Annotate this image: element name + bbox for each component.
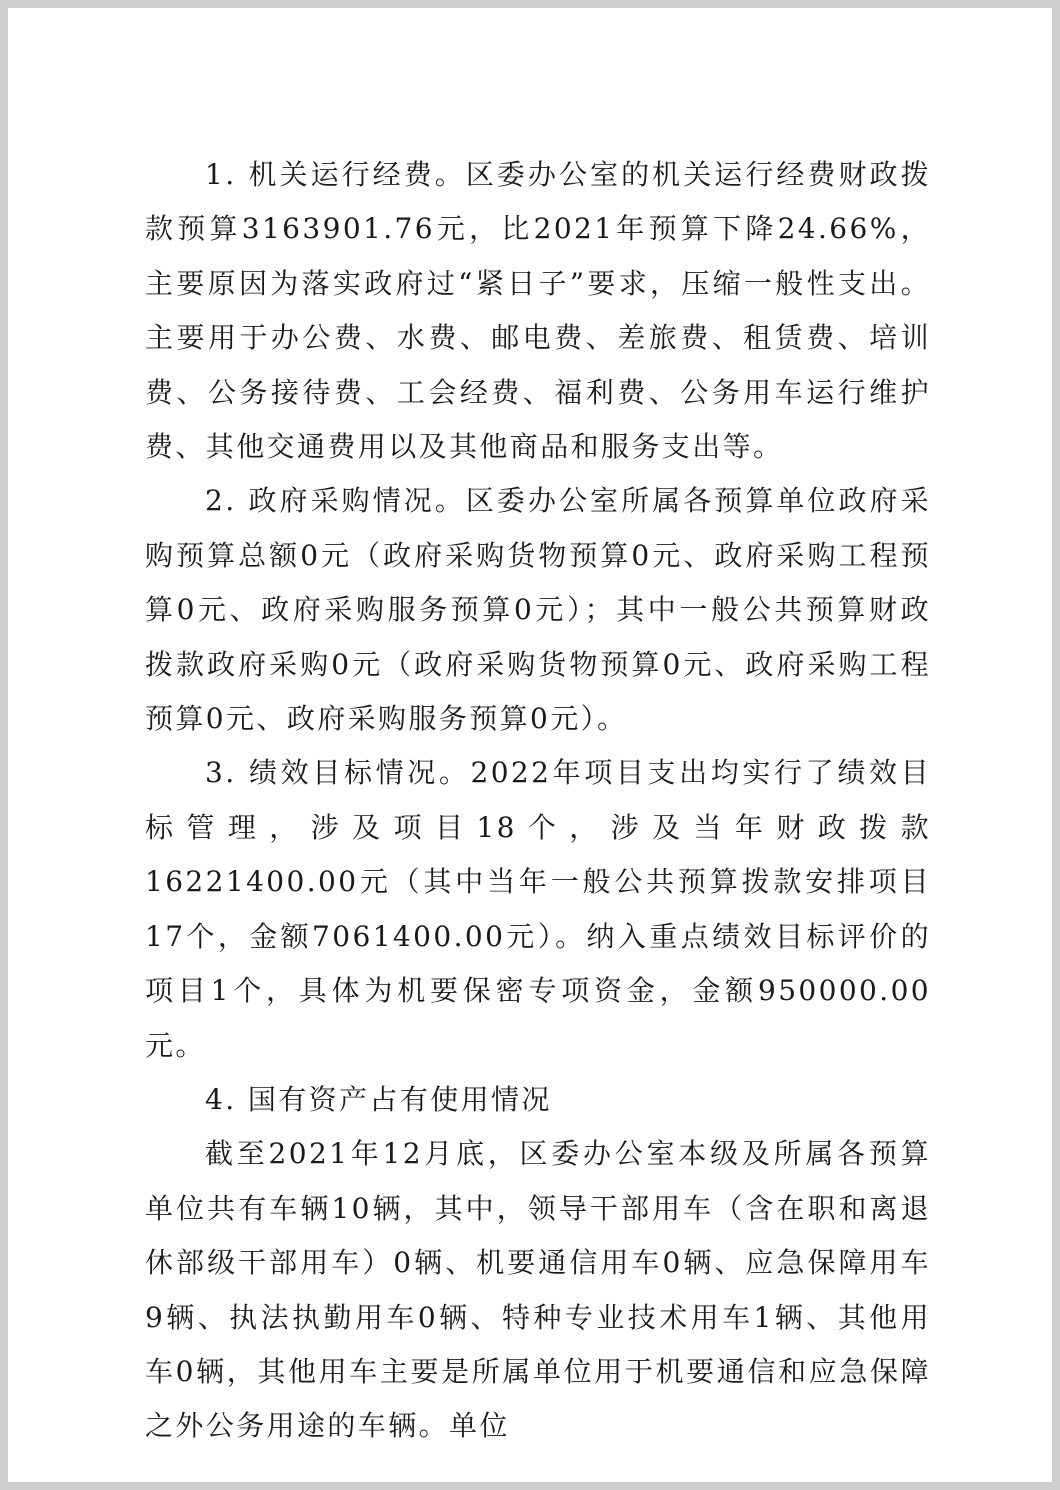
document-body bbox=[145, 148, 931, 1454]
paragraph-vehicles: 截至2021年12月底，区委办公室本级及所属各预算单位共有车辆10辆，其中，领导干部用车（含在职和离退休部级干部用车）0辆、机要通信用车0辆、应急保障用车9辆、执法执勤用车0辆、特种专业技术用车1辆、其他用车0辆，其他用车主要是所属单位用于机要通信和应急保障之外公务用途的车辆。单位 bbox=[145, 1137, 931, 1443]
paragraph-performance-targets: 3. 绩效目标情况。2022年项目支出均实行了绩效目标管理，涉及项目18个，涉及当年财政拨款16221400.00元（其中当年一般公共预算拨款安排项目17个，金额7061400.00元）。纳入重点绩效目标评价的项目1个，具体为机要保密专项资金，金额950000.00元。 bbox=[145, 756, 931, 1062]
paragraph-government-procurement: 2. 政府采购情况。区委办公室所属各预算单位政府采购预算总额0元（政府采购货物预算0元、政府采购工程预算0元、政府采购服务预算0元）；其中一般公共预算财政拨款政府采购0元（政府采购货物预算0元、政府采购工程预算0元、政府采购服务预算0元）。 bbox=[145, 484, 931, 736]
paragraph-admin-expenses: 1. 机关运行经费。区委办公室的机关运行经费财政拨款预算3163901.76元，比2021年预算下降24.66%，主要原因为落实政府过“紧日子”要求，压缩一般性支出。主要用于办公费、水费、邮电费、差旅费、租赁费、培训费、公务接待费、工会经费、福利费、公务用车运行维护费、其他交通费用以及其他商品和服务支出等。 bbox=[145, 158, 931, 464]
heading-state-assets: 4. 国有资产占有使用情况 bbox=[205, 1082, 552, 1116]
